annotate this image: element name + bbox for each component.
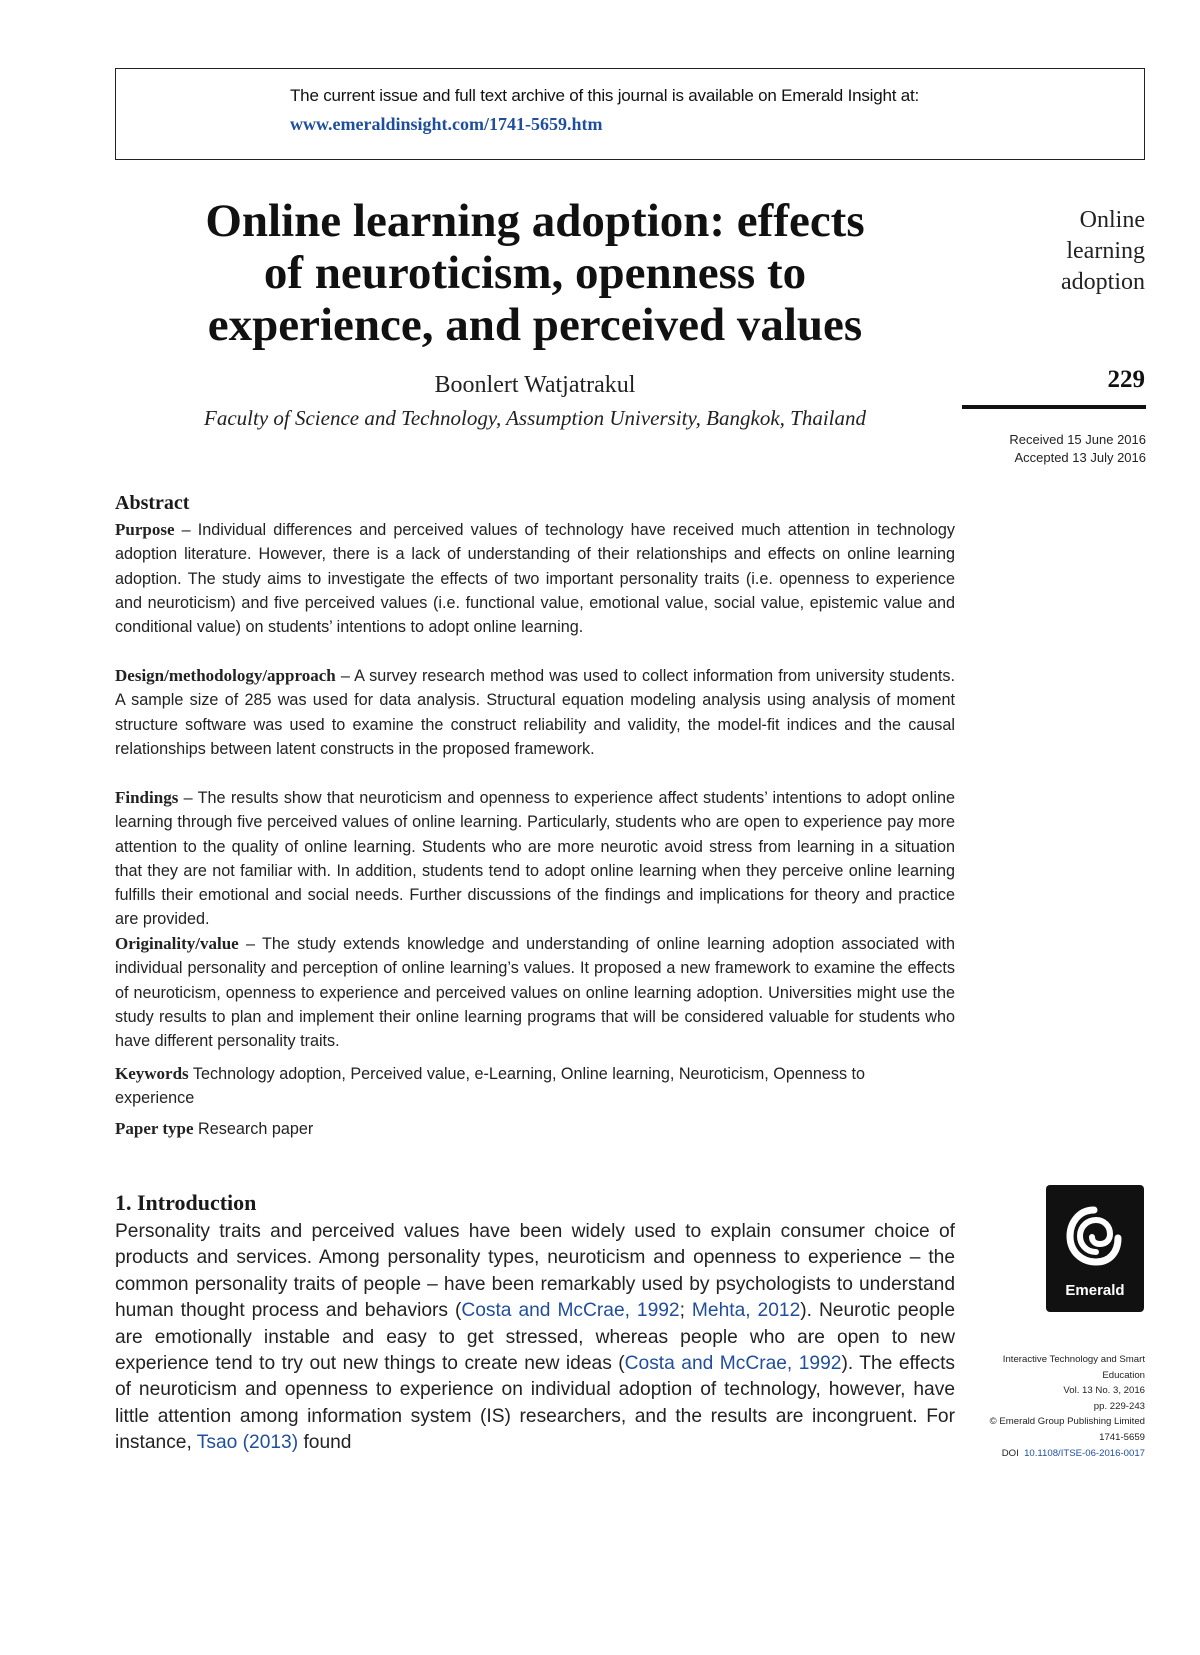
intro-text-run: ). Neurotic people are emotionally instable and easy to get stressed, whereas people who are open to new experience tend to try out new things to create new ideas ( bbox=[115, 1300, 955, 1375]
intro-text-run: ; bbox=[679, 1300, 692, 1322]
running-head-line: Online bbox=[1079, 207, 1145, 233]
author-affiliation: Faculty of Science and Technology, Assumption University, Bangkok, Thailand bbox=[204, 406, 866, 430]
introduction-paragraph bbox=[115, 1219, 955, 1457]
abstract-heading: Abstract bbox=[115, 492, 190, 514]
accepted-date: Accepted 13 July 2016 bbox=[1014, 450, 1146, 465]
keywords-label: Keywords bbox=[115, 1064, 189, 1083]
papertype-label: Paper type bbox=[115, 1119, 194, 1138]
journal-notice-text: The current issue and full text archive of this journal is available on Emerald Insight at: bbox=[290, 86, 920, 105]
running-head-line: adoption bbox=[1061, 269, 1145, 295]
introduction-heading: 1. Introduction bbox=[115, 1190, 257, 1215]
journal-info bbox=[940, 1352, 1145, 1461]
author-name: Boonlert Watjatrakul bbox=[434, 372, 636, 398]
journal-copyright: © Emerald Group Publishing Limited bbox=[989, 1416, 1145, 1428]
submission-dates bbox=[962, 431, 1146, 467]
paper-title bbox=[100, 195, 970, 351]
paper-type bbox=[115, 1117, 955, 1141]
journal-name: Interactive Technology and Smart bbox=[1002, 1354, 1145, 1365]
intro-text-run: Personality traits and perceived values have been widely used to explain consumer choice of products and services. Among personality types, neuroticism and openness to experience – the common personality traits of people – have been remarkably used by psychologists to understand human thought process and behaviors ( bbox=[115, 1221, 955, 1322]
journal-issn: 1741-5659 bbox=[1099, 1431, 1145, 1443]
purpose-text: – Individual differences and perceived values of technology have received much attention in technology adoption literature. However, there is a lack of understanding of their relationships and effects on online learning adoption. The study aims to investigate the effects of two important personality traits (i.e. openness to experience and neuroticism) and five perceived values (i.e. functional value, emotional value, social value, epistemic value and conditional value) on students’ intentions to adopt online learning. bbox=[115, 521, 955, 637]
abstract-originality bbox=[115, 932, 955, 1053]
citation-link[interactable]: Costa and McCrae, 1992 bbox=[624, 1353, 842, 1375]
page-number: 229 bbox=[1107, 366, 1145, 393]
findings-text: – The results show that neuroticism and openness to experience affect students’ intentions to adopt online learning through five perceived values of online learning. Particularly, students who are open to experience pay more attention to the quality of online learning. Students who are more neurotic avoid stress from learning in a situation that they are not familiar with. In addition, students tend to adopt online learning when they perceive online learning fulfills their emotional and social needs. Further discussions of the findings and implications for theory and practice are provided. bbox=[115, 789, 955, 929]
originality-label: Originality/value bbox=[115, 934, 239, 953]
title-line: of neuroticism, openness to bbox=[263, 247, 807, 299]
purpose-label: Purpose bbox=[115, 520, 175, 539]
page-number-rule bbox=[962, 405, 1146, 409]
journal-name: Education bbox=[1102, 1369, 1145, 1381]
intro-text-run: ). The effects of neuroticism and openness to experience on individual adoption of technology, however, have little attention among information system (IS) researchers, and the results are incongruent. For instance, bbox=[115, 1353, 956, 1454]
received-date: Received 15 June 2016 bbox=[1009, 432, 1146, 447]
emerald-swirl-icon bbox=[1064, 1196, 1124, 1278]
title-line: experience, and perceived values bbox=[207, 299, 863, 351]
abstract-design bbox=[115, 664, 955, 761]
abstract-findings bbox=[115, 786, 955, 932]
doi-link[interactable]: 10.1108/ITSE-06-2016-0017 bbox=[1024, 1447, 1145, 1459]
citation-link[interactable]: Mehta, 2012 bbox=[691, 1300, 801, 1322]
design-label: Design/methodology/approach bbox=[115, 666, 336, 685]
intro-text-run: found bbox=[298, 1432, 352, 1454]
papertype-text: Research paper bbox=[193, 1120, 314, 1138]
keywords bbox=[115, 1062, 905, 1111]
keywords-text: Technology adoption, Perceived value, e-Learning, Online learning, Neuroticism, Openness to experience bbox=[115, 1065, 866, 1108]
journal-notice-box bbox=[115, 68, 1145, 160]
doi-label: DOI bbox=[1001, 1447, 1019, 1459]
abstract-purpose bbox=[115, 518, 955, 639]
journal-volume: Vol. 13 No. 3, 2016 bbox=[1063, 1385, 1145, 1397]
title-line: Online learning adoption: effects bbox=[205, 195, 865, 247]
journal-pages: pp. 229-243 bbox=[1093, 1400, 1145, 1412]
design-text: – A survey research method was used to collect information from university students. A sample size of 285 was used for data analysis. Structural equation modeling analysis using analysis of moment structure software was used to examine the construct reliability and validity, the model-fit indices and the causal relationships between latent constructs in the proposed framework. bbox=[115, 667, 955, 758]
citation-link[interactable]: Tsao (2013) bbox=[196, 1432, 299, 1454]
findings-label: Findings bbox=[115, 788, 179, 807]
emerald-logo-text: Emerald bbox=[1065, 1282, 1125, 1299]
journal-doi bbox=[940, 1446, 1145, 1462]
citation-link[interactable]: Costa and McCrae, 1992 bbox=[461, 1300, 680, 1322]
journal-url-link[interactable]: www.emeraldinsight.com/1741-5659.htm bbox=[290, 114, 603, 134]
running-head bbox=[985, 205, 1145, 298]
running-head-line: learning bbox=[1066, 238, 1145, 264]
originality-text: – The study extends knowledge and understanding of online learning adoption associated with individual personality and perception of online learning’s values. It proposed a new framework to examine the effects of neuroticism, openness to experience and perceived values on online learning adoption. Universities might use the study results to plan and implement their online learning programs that will be considered valuable for students who have different personality traits. bbox=[115, 935, 955, 1051]
